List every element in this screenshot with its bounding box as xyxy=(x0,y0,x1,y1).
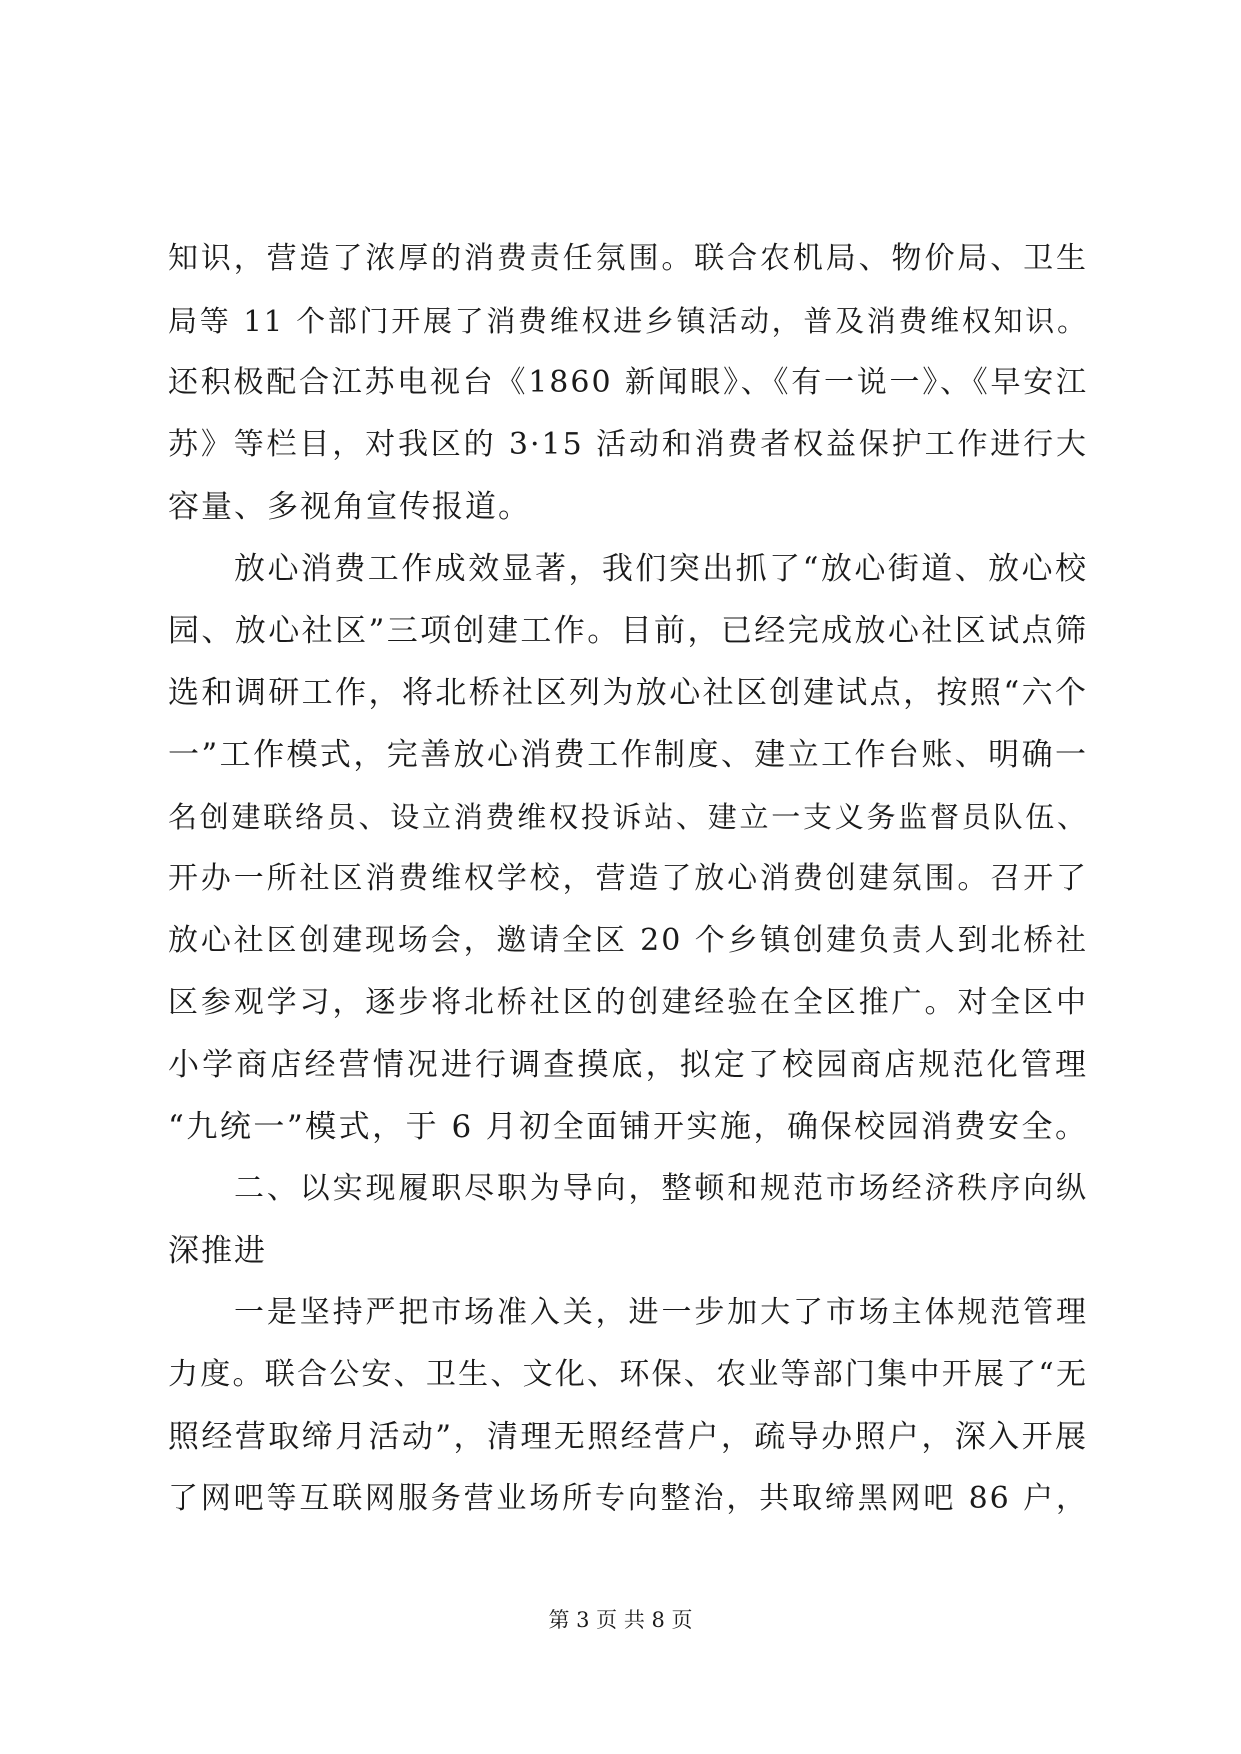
text-line: “九统一”模式，于 6 月初全面铺开实施，确保校园消费安全。 xyxy=(168,1109,1088,1145)
section-heading: 二、以实现履职尽职为导向，整顿和规范市场经济秩序向纵 xyxy=(234,1171,1088,1206)
paragraph-first-line: 一是坚持严把市场准入关，进一步加大了市场主体规范管理 xyxy=(234,1295,1088,1330)
text-line: 苏》等栏目，对我区的 3·15 活动和消费者权益保护工作进行大 xyxy=(168,427,1088,462)
text-line: 选和调研工作，将北桥社区列为放心社区创建试点，按照“六个 xyxy=(168,675,1088,711)
text-line: 开办一所社区消费维权学校，营造了放心消费创建氛围。召开了 xyxy=(168,861,1088,896)
page-number: 第 3 页 共 8 页 xyxy=(548,1608,693,1632)
text-line: 力度。联合公安、卫生、文化、环保、农业等部门集中开展了“无 xyxy=(168,1357,1088,1392)
text-line: 小学商店经营情况进行调查摸底，拟定了校园商店规范化管理 xyxy=(168,1047,1088,1083)
text-line: 一”工作模式，完善放心消费工作制度、建立工作台账、明确一 xyxy=(168,737,1088,773)
text-line: 容量、多视角宣传报道。 xyxy=(168,489,531,525)
text-line: 放心社区创建现场会，邀请全区 20 个乡镇创建负责人到北桥社 xyxy=(168,923,1088,958)
section-heading-continuation: 深推进 xyxy=(168,1233,267,1269)
text-line: 名创建联络员、设立消费维权投诉站、建立一支义务监督员队伍、 xyxy=(168,800,1088,834)
body-text xyxy=(168,228,1088,1530)
text-line: 照经营取缔月活动”，清理无照经营户，疏导办照户，深入开展 xyxy=(168,1419,1088,1455)
text-line: 了网吧等互联网服务营业场所专向整治，共取缔黑网吧 86 户， xyxy=(168,1481,1088,1516)
page-footer xyxy=(0,1605,1241,1635)
paragraph-first-line: 放心消费工作成效显著，我们突出抓了“放心街道、放心校 xyxy=(234,551,1088,587)
text-line: 区参观学习，逐步将北桥社区的创建经验在全区推广。对全区中 xyxy=(168,985,1088,1020)
text-line: 还积极配合江苏电视台《1860 新闻眼》、《有一说一》、《早安江 xyxy=(168,365,1088,400)
text-line: 园、放心社区”三项创建工作。目前，已经完成放心社区试点筛 xyxy=(168,613,1088,649)
text-line: 局等 11 个部门开展了消费维权进乡镇活动，普及消费维权知识。 xyxy=(168,304,1088,338)
text-line: 知识，营造了浓厚的消费责任氛围。联合农机局、物价局、卫生 xyxy=(168,241,1088,276)
